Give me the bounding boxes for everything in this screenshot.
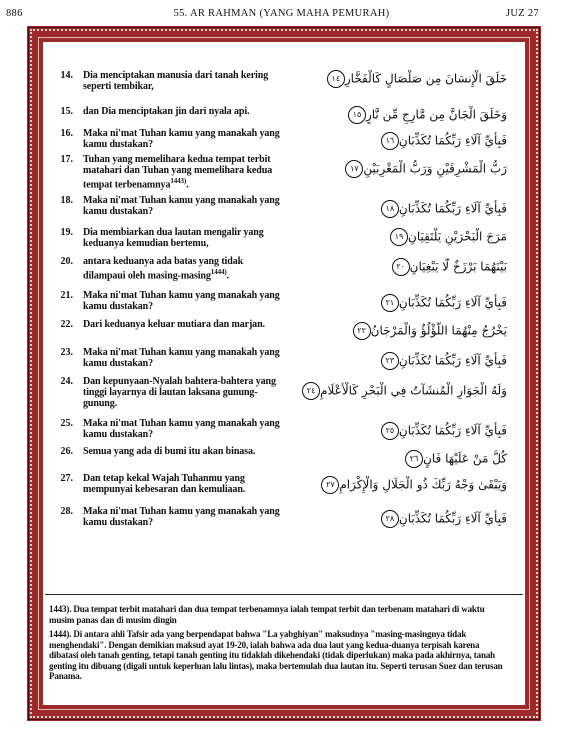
footnote-label: 1443). <box>49 604 72 614</box>
verse-number: 25. <box>60 418 73 429</box>
footnote-ref: 1444) <box>210 268 227 276</box>
translation-text: Dari keduanya keluar mutiara dan marjan. <box>83 319 265 330</box>
translation-text: Maka ni'mat Tuhan kamu yang manakah yang kamu dustakan? <box>83 418 280 440</box>
verse-number: 22. <box>60 319 73 330</box>
verse-arabic <box>285 70 507 88</box>
verse-number: 19. <box>60 227 73 238</box>
verse-translation <box>83 376 283 409</box>
arabic-text: وَلَهُ الْجَوَارِ الْمُنشَآتُ فِي الْبَحْرِ كَالْأَعْلَامِ <box>320 383 507 398</box>
verse-translation <box>83 446 283 457</box>
translation-tail: . <box>186 179 189 191</box>
footnote-label: 1444). <box>49 629 72 639</box>
verse-number: 15. <box>60 106 73 117</box>
arabic-text: يَخْرُجُ مِنْهُمَا اللُّؤْلُؤُ وَالْمَرْجَانُ <box>370 323 507 338</box>
translation-text: Dia membiarkan dua lautan mengalir yang keduanya kemudian bertemu, <box>83 227 264 249</box>
translation-text: Maka ni'mat Tuhan kamu yang manakah yang kamu dustakan? <box>83 347 280 369</box>
verse-translation <box>83 70 283 92</box>
translation-text: dan Dia menciptakan jin dari nyala api. <box>83 106 250 117</box>
arabic-text: كُلُّ مَنْ عَلَيْهَا فَانٍ <box>423 451 507 466</box>
verse-number: 18. <box>60 195 73 206</box>
translation-tail: . <box>226 270 230 282</box>
footnote-text: Dua tempat terbit matahari dan dua tempat terbenamnya ialah tempat terbit dan terbenam matahari di waktu musim panas dan di musim dingin <box>49 604 485 625</box>
page-title: 55. AR RAHMAN (YANG MAHA PEMURAH) <box>173 8 390 19</box>
verse-end-marker: ٢٤ <box>302 382 320 400</box>
translation-text: Maka ni'mat Tuhan kamu yang manakah yang kamu dustakan? <box>83 290 280 312</box>
verse-arabic <box>285 476 507 494</box>
footnote-ref: 1443) <box>170 177 187 185</box>
verse-translation <box>83 418 283 440</box>
verse-end-marker: ٢٢ <box>353 322 371 340</box>
verse-number: 23. <box>60 347 73 358</box>
translation-text: Maka ni'mat Tuhan kamu yang manakah yang kamu dustakan? <box>83 506 280 528</box>
verse-arabic <box>285 294 507 312</box>
page-number: 886 <box>6 8 23 19</box>
arabic-text: فَبِأَيِّ آلَاءِ رَبِّكُمَا تُكَذِّبَانِ <box>398 353 507 368</box>
verse-arabic <box>285 450 507 468</box>
verse-end-marker: ٢٧ <box>321 476 339 494</box>
verse-translation <box>83 195 283 217</box>
translation-text: Dan tetap kekal Wajah Tuhanmu yang mempunyai kebesaran dan kemuliaan. <box>83 473 246 495</box>
verse-translation <box>83 227 283 249</box>
verse-number: 28. <box>60 506 73 517</box>
verse-translation <box>83 256 283 281</box>
arabic-text: بَيْنَهُمَا بَرْزَخٌ لَّا يَبْغِيَانِ <box>409 259 507 274</box>
arabic-text: فَبِأَيِّ آلَاءِ رَبِّكُمَا تُكَذِّبَانِ <box>398 295 507 310</box>
verse-end-marker: ٢١ <box>381 294 399 312</box>
verse-translation <box>83 506 283 528</box>
verse-translation <box>83 290 283 312</box>
verse-end-marker: ١٧ <box>345 160 363 178</box>
verse-translation <box>83 154 283 190</box>
verse-number: 14. <box>60 70 73 81</box>
arabic-text: فَبِأَيِّ آلَاءِ رَبِّكُمَا تُكَذِّبَانِ <box>398 201 507 216</box>
translation-text: Dia menciptakan manusia dari tanah kering seperti tembikar, <box>83 70 269 92</box>
verse-number: 26. <box>60 446 73 457</box>
verse-arabic <box>285 510 507 528</box>
verse-end-marker: ٢٣ <box>381 352 399 370</box>
verse-arabic <box>285 200 507 218</box>
verse-end-marker: ١٩ <box>390 228 408 246</box>
verse-end-marker: ٢٨ <box>381 510 399 528</box>
verse-arabic <box>285 160 507 178</box>
translation-text: Maka ni'mat Tuhan kamu yang manakah yang kamu dustakan? <box>83 195 280 217</box>
verse-end-marker: ١٥ <box>348 106 366 124</box>
verse-number: 20. <box>60 256 73 267</box>
arabic-text: وَيَبْقَىٰ وَجْهُ رَبِّكَ ذُو الْجَلَالِ وَالْإِكْرَامِ <box>339 477 507 492</box>
arabic-text: فَبِأَيِّ آلَاءِ رَبِّكُمَا تُكَذِّبَانِ <box>398 511 507 526</box>
verse-end-marker: ٢٠ <box>392 258 410 276</box>
verse-end-marker: ٢٦ <box>405 450 423 468</box>
verse-arabic <box>285 228 507 246</box>
verse-translation <box>83 473 283 495</box>
verse-end-marker: ٢٥ <box>381 422 399 440</box>
translation-text: Maka ni'mat Tuhan kamu yang manakah yang kamu dustakan? <box>83 128 280 150</box>
translation-text: Tuhan yang memelihara kedua tempat terbit matahari dan Tuhan yang memelihara kedua tempat terbenamnya <box>83 154 273 191</box>
verse-arabic <box>285 258 507 276</box>
footnote-1443 <box>49 604 509 625</box>
translation-text: antara keduanya ada batas yang tidak dilampaui oleh masing-masing <box>83 256 244 282</box>
footnote-text: Di antara ahli Tafsir ada yang berpendapat bahwa "La yabghiyan" maksudnya "masing-masingnya tidak menghendaki". Dengan demikian maksud ayat 19-20, ialah bahwa ada dua laut yang kedua-duanya terpisah karena dibatasi oleh tanah genting, tetapi tanah genting itu tidaklah dikehendaki (tidak diperlukan) maka pada akhirnya, tanah genting itu dibuang (digali untuk keperluan lalu lintas), maka bertemulah dua lautan itu. Seperti terusan Suez dan terusan Panama. <box>49 629 503 681</box>
verse-number: 16. <box>60 128 73 139</box>
verse-translation <box>83 319 283 330</box>
translation-text: Dan kepunyaan-Nyalah bahtera-bahtera yang tinggi layarnya di lautan laksana gunung-gunung. <box>83 376 276 409</box>
arabic-text: رَبُّ الْمَشْرِقَيْنِ وَرَبُّ الْمَغْرِبَيْنِ <box>363 161 507 176</box>
verse-arabic <box>285 422 507 440</box>
arabic-text: فَبِأَيِّ آلَاءِ رَبِّكُمَا تُكَذِّبَانِ <box>398 133 507 148</box>
verse-arabic <box>285 322 507 340</box>
arabic-text: مَرَجَ الْبَحْرَيْنِ يَلْتَقِيَانِ <box>408 229 507 244</box>
verse-number: 27. <box>60 473 73 484</box>
verse-number: 24. <box>60 376 73 387</box>
verse-arabic <box>285 352 507 370</box>
verse-translation <box>83 106 283 117</box>
arabic-text: خَلَقَ الْإِنسَانَ مِن صَلْصَالٍ كَالْفَخَّارِ <box>344 71 507 86</box>
verse-translation <box>83 128 283 150</box>
footnote-divider <box>45 594 523 595</box>
arabic-text: وَخَلَقَ الْجَانَّ مِن مَّارِجٍ مِّن نَّارٍ <box>365 107 507 122</box>
verse-number: 17. <box>60 154 73 165</box>
page-content <box>45 42 523 704</box>
verse-end-marker: ١٤ <box>327 70 345 88</box>
juz-label: JUZ 27 <box>505 8 539 19</box>
translation-text: Semua yang ada di bumi itu akan binasa. <box>83 446 256 457</box>
verse-arabic <box>285 382 507 400</box>
verse-end-marker: ١٨ <box>381 200 399 218</box>
arabic-text: فَبِأَيِّ آلَاءِ رَبِّكُمَا تُكَذِّبَانِ <box>398 423 507 438</box>
verse-translation <box>83 347 283 369</box>
footnote-1444 <box>49 629 509 682</box>
verse-arabic <box>285 132 507 150</box>
verse-end-marker: ١٦ <box>381 132 399 150</box>
verse-number: 21. <box>60 290 73 301</box>
verse-arabic <box>285 106 507 124</box>
